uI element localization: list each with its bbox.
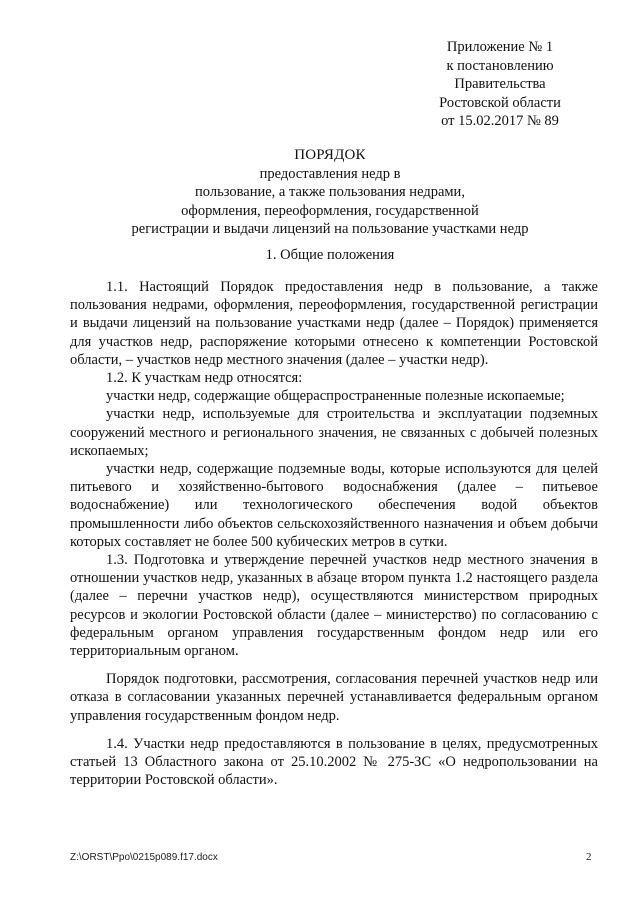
title-line: предоставления недр в xyxy=(259,165,401,182)
appendix-line: Правительства xyxy=(454,76,546,92)
appendix-line: к постановлению xyxy=(446,57,554,74)
paragraph: участки недр, содержащие подземные воды, которые используются для целей питьевого и хозяйственно-бытового водоснабжения (далее – питьевое водоснабжение) или технологического обеспечения водой объектов промышленности либо объектов сельскохозяйственного назначения и объем добычи которых составляет не более 500 кубических метров в сутки. xyxy=(70,461,598,550)
appendix-block xyxy=(420,38,580,131)
paragraph: Порядок подготовки, рассмотрения, согласования перечней участков недр или отказа в согласовании указанных перечней устанавливается федеральным органом управления государственным фондом недр. xyxy=(70,671,598,724)
paragraph: участки недр, используемые для строительства и эксплуатации подземных сооружений местного и регионального значения, не связанных с добычей полезных ископаемых; xyxy=(70,406,598,459)
title-line: оформления, переоформления, государственной xyxy=(181,202,479,219)
section-heading: 1. Общие положения xyxy=(265,247,395,263)
page-number: 2 xyxy=(586,851,592,863)
title-main: ПОРЯДОК xyxy=(294,147,366,163)
title-line: регистрации и выдачи лицензий на пользование участками недр xyxy=(131,221,529,237)
appendix-line: Приложение № 1 xyxy=(446,39,554,55)
paragraph: 1.4. Участки недр предоставляются в пользование в целях, предусмотренных статьей 13 Областного закона от 25.10.2002 № 275-ЗС «О недропользовании на территории Ростовской области». xyxy=(70,735,598,789)
appendix-line: от 15.02.2017 № 89 xyxy=(441,113,559,129)
paragraph: 1.2. К участкам недр относятся: xyxy=(106,370,303,387)
paragraph: 1.1. Настоящий Порядок предоставления недр в пользование, а также пользования недрами, оформления, переоформления, государственной регистрации и выдачи лицензий на пользование участками недр (далее – Порядок) применяется для участков недр, распоряжение которыми отнесено к компетенции Ростовской области, – участков недр местного значения (далее – участки недр). xyxy=(70,279,598,368)
title-line: пользование, а также пользования недрами, xyxy=(195,184,465,200)
body-text xyxy=(70,278,598,789)
document-title xyxy=(60,146,600,239)
appendix-line: Ростовской области xyxy=(439,94,561,111)
paragraph: 1.3. Подготовка и утверждение перечней участков недр местного значения в отношении участков недр, указанных в абзаце втором пункта 1.2 настоящего раздела (далее – перечни участков недр), осуществляются министерством природных ресурсов и экологии Ростовской области (далее – министерство) по согласованию с федеральным органом управления государственным фондом недр или его территориальным органом. xyxy=(70,552,598,660)
paragraph: участки недр, содержащие общераспространенные полезные ископаемые; xyxy=(106,388,565,405)
footer-file-path: Z:\ORST\Ppo\0215p089.f17.docx xyxy=(70,852,218,863)
